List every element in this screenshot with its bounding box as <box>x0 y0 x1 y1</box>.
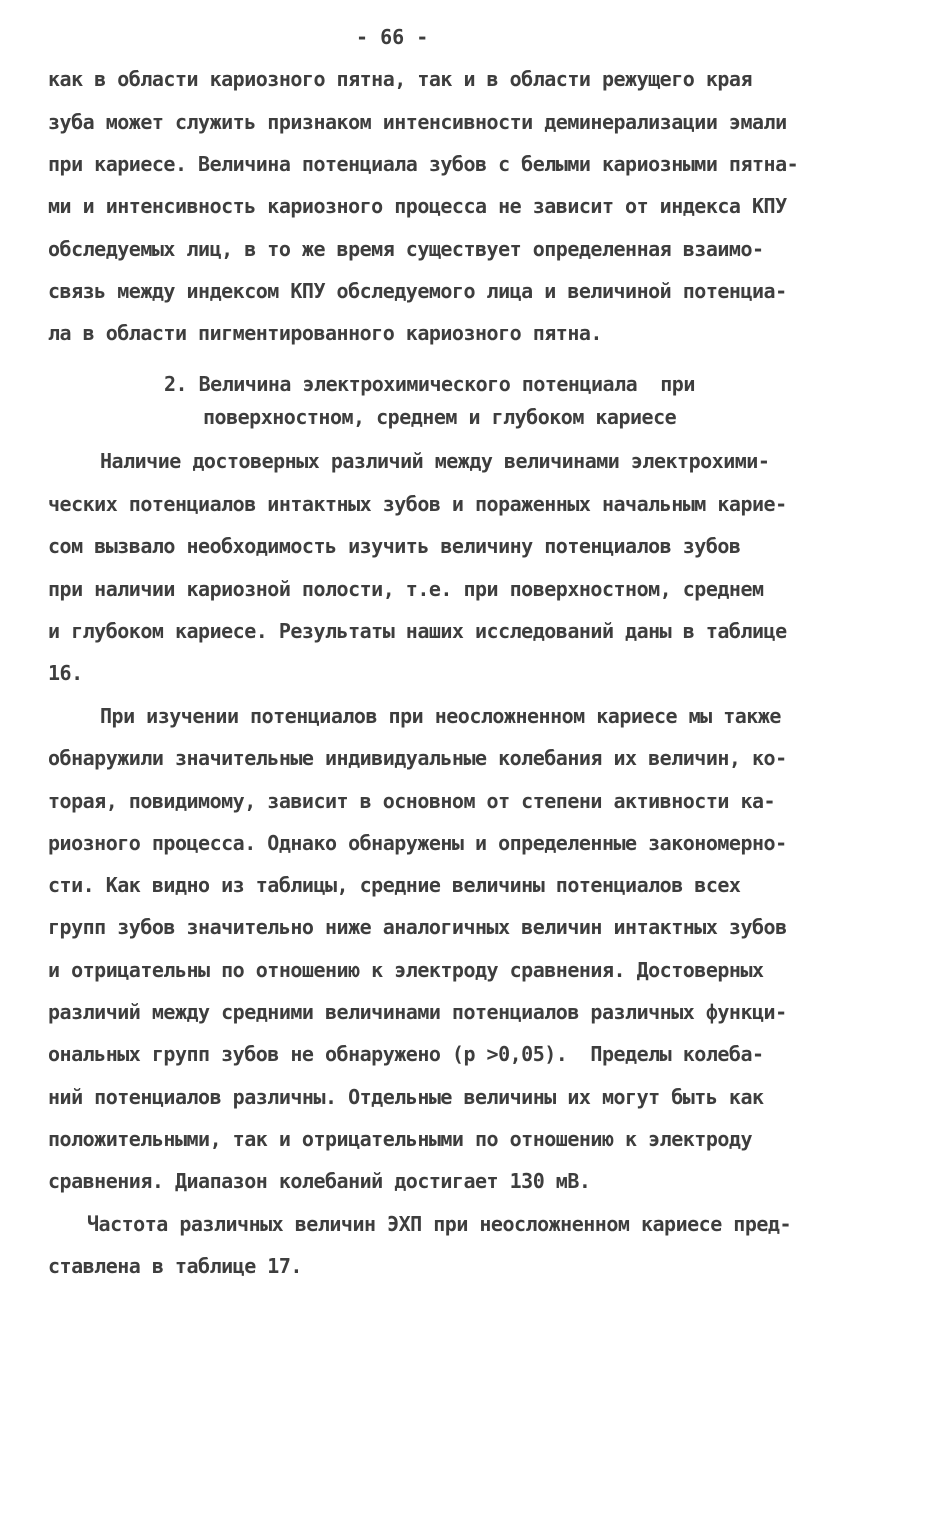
paragraph-3-line: различий между средними величинами потенциалов различных функци- <box>48 1000 787 1024</box>
paragraph-1-line: при кариесе. Величина потенциала зубов с белыми кариозными пятна- <box>48 152 799 176</box>
paragraph-1-line: как в области кариозного пятна, так и в области режущего края <box>48 67 753 91</box>
paragraph-3-line: При изучении потенциалов при неосложненном кариесе мы также <box>100 704 781 728</box>
paragraph-4-line: Частота различных величин ЭХП при неосложненном кариесе пред- <box>87 1212 792 1236</box>
paragraph-4-line: ставлена в таблице 17. <box>48 1254 302 1278</box>
paragraph-1-line: связь между индексом КПУ обследуемого лица и величиной потенциа- <box>48 279 787 303</box>
paragraph-2-line: сом вызвало необходимость изучить величину потенциалов зубов <box>48 534 741 558</box>
paragraph-3-line: ональных групп зубов не обнаружено (р >0,05). Пределы колеба- <box>48 1042 764 1066</box>
paragraph-1-line: зуба может служить признаком интенсивности деминерализации эмали <box>48 110 787 134</box>
paragraph-1-line: ми и интенсивность кариозного процесса не зависит от индекса КПУ <box>48 194 787 218</box>
section-heading-line-2: поверхностном, среднем и глубоком кариесе <box>203 405 677 429</box>
paragraph-3-line: групп зубов значительно ниже аналогичных величин интактных зубов <box>48 915 787 939</box>
paragraph-3-line: торая, повидимому, зависит в основном от степени активности ка- <box>48 789 776 813</box>
paragraph-3-line: положительными, так и отрицательными по отношению к электроду <box>48 1127 753 1151</box>
page-number: - 66 - <box>356 25 429 49</box>
paragraph-2-line: 16. <box>48 661 83 685</box>
paragraph-3-line: обнаружили значительные индивидуальные колебания их величин, ко- <box>48 746 787 770</box>
paragraph-3-line: ний потенциалов различны. Отдельные величины их могут быть как <box>48 1085 764 1109</box>
paragraph-2-line: ческих потенциалов интактных зубов и пораженных начальным карие- <box>48 492 787 516</box>
paragraph-2-line: и глубоком кариесе. Результаты наших исследований даны в таблице <box>48 619 787 643</box>
paragraph-2-line: при наличии кариозной полости, т.е. при поверхностном, среднем <box>48 577 764 601</box>
paragraph-3-line: и отрицательны по отношению к электроду сравнения. Достоверных <box>48 958 764 982</box>
paragraph-3-line: сти. Как видно из таблицы, средние величины потенциалов всех <box>48 873 741 897</box>
section-heading-line-1: 2. Величина электрохимического потенциала при <box>164 372 695 396</box>
paragraph-3-line: риозного процесса. Однако обнаружены и определенные закономерно- <box>48 831 787 855</box>
paragraph-2-line: Наличие достоверных различий между величинами электрохими- <box>100 449 770 473</box>
paragraph-1-line: ла в области пигментированного кариозного пятна. <box>48 321 602 345</box>
paragraph-1-line: обследуемых лиц, в то же время существует определенная взаимо- <box>48 237 764 261</box>
paragraph-3-line: сравнения. Диапазон колебаний достигает 130 мВ. <box>48 1169 591 1193</box>
